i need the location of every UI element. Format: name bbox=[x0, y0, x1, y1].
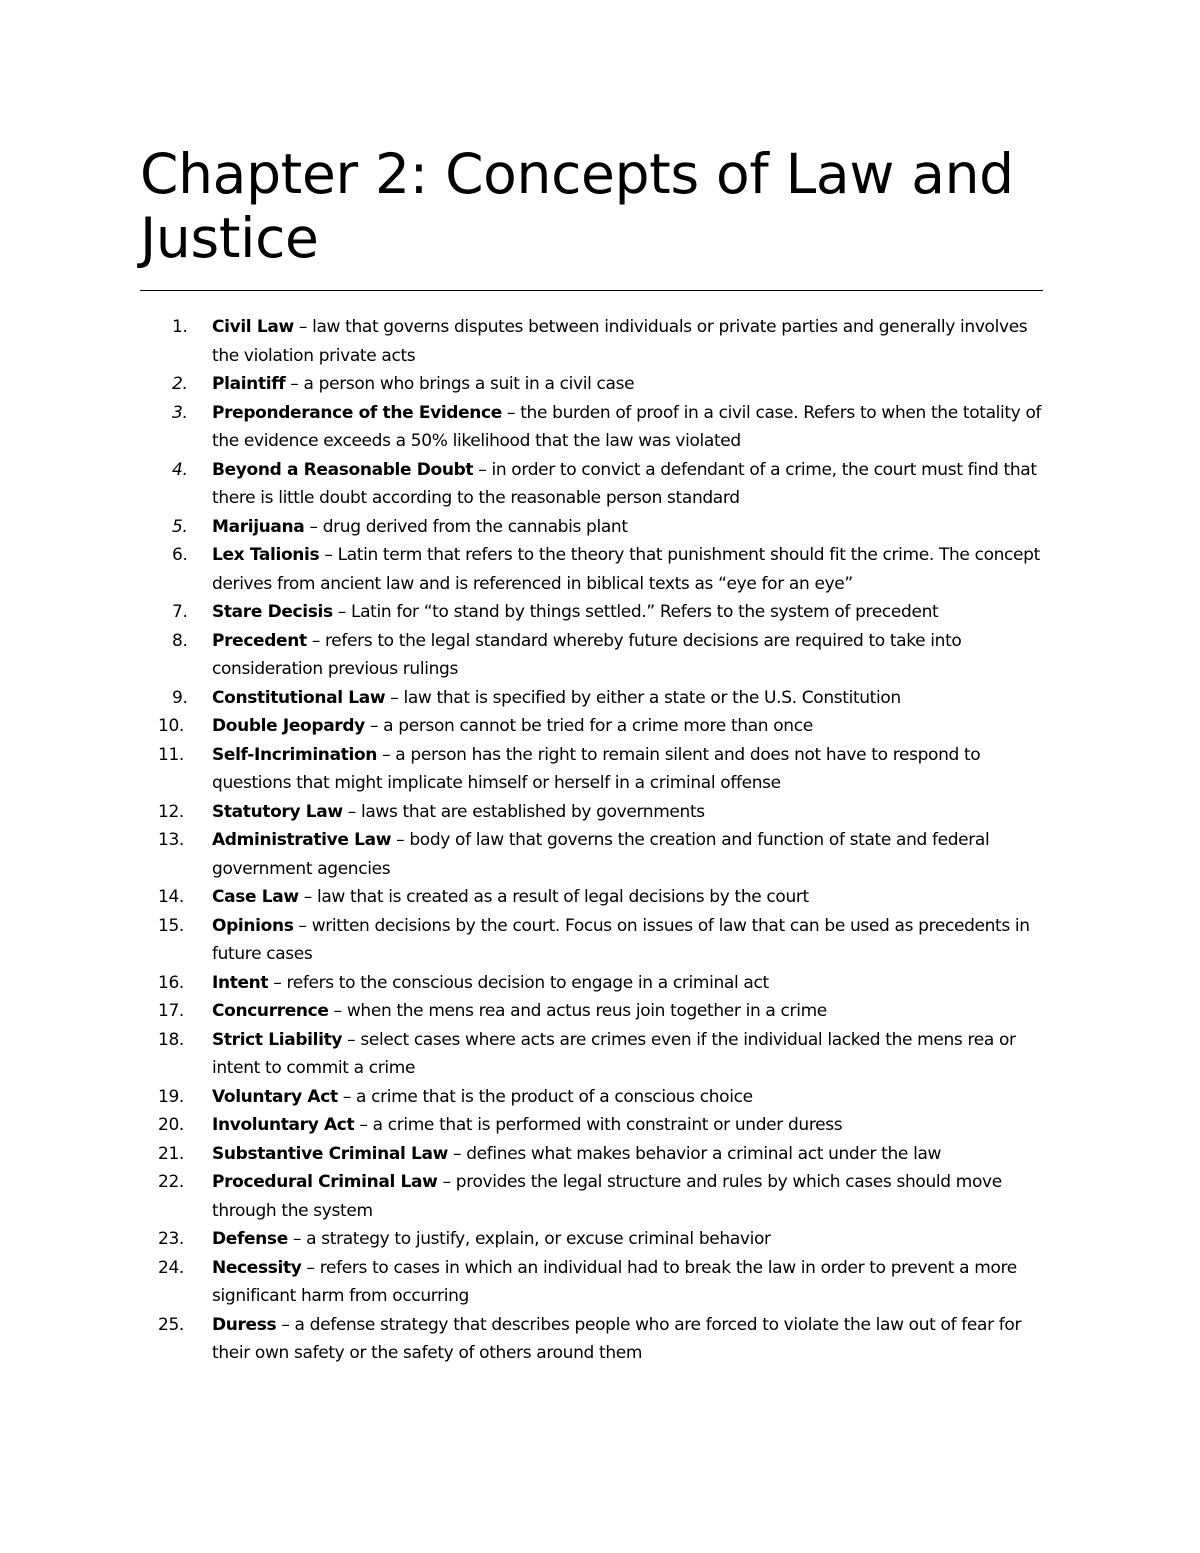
item-number: 7. bbox=[172, 602, 188, 622]
list-item bbox=[140, 313, 1052, 370]
term-label: Precedent bbox=[212, 630, 307, 651]
term-definition: – a crime that is performed with constraint or under duress bbox=[354, 1115, 843, 1135]
term-label: Intent bbox=[212, 972, 269, 993]
term-definition: – laws that are established by governments bbox=[342, 801, 705, 822]
item-number: 19. bbox=[158, 1086, 184, 1107]
term-definition: – law that is specified by either a state or the U.S. Constitution bbox=[385, 687, 901, 708]
item-number: 4. bbox=[172, 459, 188, 480]
term-definition: – written decisions by the court. Focus on issues of law that can be used as precedents in future cases bbox=[212, 915, 1030, 964]
term-label: Stare Decisis bbox=[212, 602, 333, 622]
item-number: 3. bbox=[172, 402, 188, 423]
item-number: 15. bbox=[158, 915, 184, 936]
term-label: Defense bbox=[212, 1229, 288, 1249]
term-definition: – a person has the right to remain silent and does not have to respond to questions that might implicate himself or herself in a criminal offense bbox=[212, 744, 981, 793]
item-number: 12. bbox=[158, 801, 184, 822]
list-item bbox=[140, 1254, 1052, 1311]
term-label: Opinions bbox=[212, 915, 294, 936]
term-label: Concurrence bbox=[212, 1001, 329, 1021]
term-label: Voluntary Act bbox=[212, 1086, 338, 1107]
list-item bbox=[140, 541, 1052, 598]
list-item bbox=[140, 456, 1052, 513]
term-definition: – refers to cases in which an individual had to break the law in order to prevent a more significant harm from occurring bbox=[212, 1257, 1017, 1306]
item-number: 13. bbox=[158, 830, 184, 850]
item-number: 23. bbox=[158, 1229, 184, 1249]
title-divider bbox=[140, 290, 1043, 291]
term-definition: – law that is created as a result of legal decisions by the court bbox=[298, 887, 809, 907]
term-definition: – a crime that is the product of a conscious choice bbox=[337, 1086, 753, 1107]
term-definition: – a person who brings a suit in a civil case bbox=[285, 374, 635, 394]
term-label: Strict Liability bbox=[212, 1029, 343, 1050]
term-label: Self-Incrimination bbox=[212, 744, 378, 765]
list-item bbox=[140, 627, 1052, 684]
term-definition: – select cases where acts are crimes even if the individual lacked the mens rea or intent to commit a crime bbox=[212, 1029, 1016, 1078]
list-item bbox=[140, 399, 1052, 456]
list-item bbox=[140, 912, 1052, 969]
term-label: Plaintiff bbox=[212, 374, 286, 394]
item-number: 6. bbox=[172, 545, 188, 565]
term-label: Marijuana bbox=[212, 516, 305, 537]
item-number: 2. bbox=[172, 374, 188, 394]
term-definition: – when the mens rea and actus reus join together in a crime bbox=[328, 1001, 827, 1021]
term-definition: – law that governs disputes between individuals or private parties and generally involves the violation private acts bbox=[212, 317, 1028, 366]
item-number: 20. bbox=[158, 1115, 184, 1135]
term-label: Necessity bbox=[212, 1257, 302, 1278]
list-item bbox=[140, 598, 1052, 627]
item-number: 11. bbox=[158, 744, 184, 765]
list-item bbox=[140, 997, 1052, 1026]
term-definition: – Latin for “to stand by things settled.” Refers to the system of precedent bbox=[332, 602, 939, 622]
item-number: 25. bbox=[158, 1314, 184, 1335]
item-number: 22. bbox=[158, 1172, 184, 1192]
term-label: Preponderance of the Evidence bbox=[212, 402, 502, 423]
term-definition: – drug derived from the cannabis plant bbox=[304, 516, 628, 537]
item-number: 5. bbox=[172, 516, 188, 537]
page-title: Chapter 2: Concepts of Law and Justice bbox=[140, 142, 1014, 270]
term-definition: – body of law that governs the creation and function of state and federal government agencies bbox=[212, 830, 990, 879]
list-item bbox=[140, 1311, 1052, 1368]
term-label: Case Law bbox=[212, 887, 299, 907]
item-number: 8. bbox=[172, 630, 188, 651]
item-number: 14. bbox=[158, 887, 184, 907]
glossary-list bbox=[140, 313, 1052, 1368]
term-definition: – a defense strategy that describes people who are forced to violate the law out of fear for their own safety or the safety of others around them bbox=[212, 1314, 1022, 1363]
item-number: 24. bbox=[158, 1257, 184, 1278]
item-number: 17. bbox=[158, 1001, 184, 1021]
list-item bbox=[140, 883, 1052, 912]
term-label: Lex Talionis bbox=[212, 545, 320, 565]
term-label: Beyond a Reasonable Doubt bbox=[212, 459, 474, 480]
item-number: 21. bbox=[158, 1143, 184, 1164]
term-label: Double Jeopardy bbox=[212, 716, 365, 736]
term-definition: – a person cannot be tried for a crime more than once bbox=[364, 716, 813, 736]
term-definition: – provides the legal structure and rules by which cases should move through the system bbox=[212, 1172, 1002, 1221]
term-definition: – a strategy to justify, explain, or excuse criminal behavior bbox=[287, 1229, 771, 1249]
list-item bbox=[140, 1140, 1052, 1169]
term-definition: – in order to convict a defendant of a crime, the court must find that there is little doubt according to the reasonable person standard bbox=[212, 459, 1037, 508]
list-item bbox=[140, 1225, 1052, 1254]
list-item bbox=[140, 826, 1052, 883]
item-number: 1. bbox=[172, 317, 188, 337]
term-definition: – Latin term that refers to the theory that punishment should fit the crime. The concept derives from ancient law and is referenced in biblical texts as “eye for an eye” bbox=[212, 545, 1040, 594]
term-definition: – refers to the legal standard whereby future decisions are required to take into consideration previous rulings bbox=[212, 630, 962, 679]
list-item bbox=[140, 969, 1052, 998]
term-label: Involuntary Act bbox=[212, 1115, 355, 1135]
term-label: Civil Law bbox=[212, 317, 294, 337]
item-number: 18. bbox=[158, 1029, 184, 1050]
list-item bbox=[140, 1111, 1052, 1140]
term-definition: – the burden of proof in a civil case. Refers to when the totality of the evidence exceeds a 50% likelihood that the law was violated bbox=[212, 402, 1042, 451]
list-item bbox=[140, 1168, 1052, 1225]
list-item bbox=[140, 712, 1052, 741]
list-item bbox=[140, 684, 1052, 713]
term-definition: – refers to the conscious decision to engage in a criminal act bbox=[268, 972, 769, 993]
list-item bbox=[140, 370, 1052, 399]
list-item bbox=[140, 1026, 1052, 1083]
list-item bbox=[140, 513, 1052, 542]
term-label: Statutory Law bbox=[212, 801, 343, 822]
item-number: 10. bbox=[158, 716, 184, 736]
list-item bbox=[140, 1083, 1052, 1112]
term-definition: – defines what makes behavior a criminal act under the law bbox=[447, 1143, 942, 1164]
list-item bbox=[140, 798, 1052, 827]
term-label: Procedural Criminal Law bbox=[212, 1172, 438, 1192]
term-label: Administrative Law bbox=[212, 830, 392, 850]
term-label: Duress bbox=[212, 1314, 277, 1335]
term-label: Constitutional Law bbox=[212, 687, 386, 708]
term-label: Substantive Criminal Law bbox=[212, 1143, 448, 1164]
list-item bbox=[140, 741, 1052, 798]
item-number: 9. bbox=[172, 687, 188, 708]
item-number: 16. bbox=[158, 972, 184, 993]
